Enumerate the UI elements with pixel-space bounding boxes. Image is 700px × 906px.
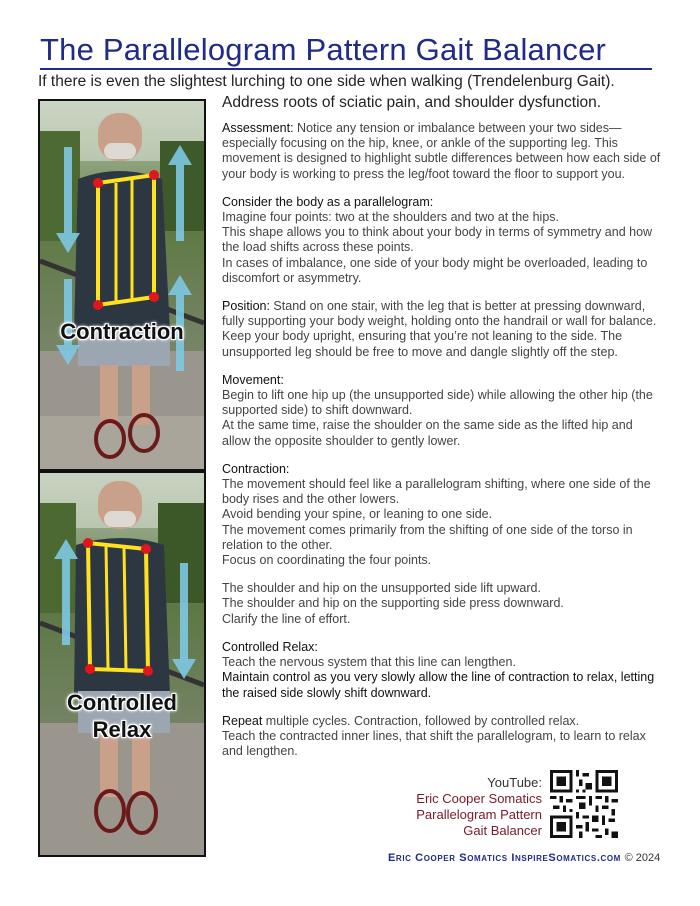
contraction-line: Focus on coordinating the four points. (222, 553, 432, 568)
controlled-relax-photo (38, 471, 206, 857)
footer (388, 852, 660, 864)
position-section (222, 299, 662, 360)
footer-brand: Eric Cooper Somatics InspireSomatics.com (388, 852, 621, 864)
subtitle-line-1: If there is even the slightest lurching to one side when walking (Trendelenburg Gait). (38, 73, 615, 90)
contraction-label: Contraction (60, 319, 184, 344)
assessment-section (222, 121, 662, 182)
parallelogram-line: In cases of imbalance, one side of your body might be overloaded, leading to discomfort or asymmetry. (222, 255, 648, 285)
controlled-relax-label (40, 689, 204, 743)
controlled-relax-section (222, 640, 662, 701)
youtube-video-title: Gait Balancer (463, 823, 542, 838)
effort-line: The shoulder and hip on the unsupported side lift upward. (222, 581, 541, 596)
youtube-reference (372, 775, 542, 839)
controlled-relax-emphasis: Maintain control as you very slowly allow the line of contraction to relax, letting the raised side slowly shift downward. (222, 670, 655, 700)
controlled-relax-line: Teach the nervous system that this line can lengthen. (222, 655, 516, 670)
assessment-heading: Assessment: (222, 121, 294, 135)
subtitle-line-2: Address roots of sciatic pain, and shoulder dysfunction. (222, 94, 602, 111)
controlled-relax-heading: Controlled Relax: (222, 639, 318, 654)
youtube-video-title: Parallelogram Pattern (416, 807, 542, 822)
contraction-photo (38, 99, 206, 471)
contraction-line: The movement comes primarily from the shifting of one side of the torso in relation to the other. (222, 522, 633, 552)
movement-heading: Movement: (222, 372, 284, 387)
contraction-heading: Contraction: (222, 461, 290, 476)
assessment-text: Notice any tension or imbalance between your two sides—especially focusing on the hip, knee, or ankle of the supporting leg. This movement is designed to highlight subtle differences between how each side of your body is working to press the leg/foot toward the floor to support you. (222, 121, 661, 181)
position-heading: Position: (222, 299, 270, 314)
repeat-line: Teach the contracted inner lines, that shift the parallelogram, to learn to relax and lengthen. (222, 728, 646, 759)
youtube-label: YouTube: (487, 775, 542, 790)
instructions-column (222, 121, 662, 772)
qr-code-icon (550, 770, 618, 838)
page-title: The Parallelogram Pattern Gait Balancer (40, 32, 607, 67)
movement-line: At the same time, raise the shoulder on the same side as the lifted hip and allow the opposite shoulder to gently lower. (222, 418, 633, 448)
effort-line: The shoulder and hip on the supporting side press downward. (222, 596, 564, 611)
parallelogram-heading: Consider the body as a parallelogram: (222, 194, 434, 209)
repeat-section (222, 714, 662, 760)
title-underline (40, 68, 652, 70)
contraction-section (222, 462, 662, 568)
contraction-line: The movement should feel like a parallelogram shifting, where one side of the body rises and the other lowers. (222, 477, 651, 507)
controlled-relax-label-line-1: Controlled (67, 690, 177, 715)
movement-section (222, 373, 662, 449)
footer-copyright: © 2024 (624, 852, 661, 864)
youtube-channel: Eric Cooper Somatics (416, 791, 542, 806)
controlled-relax-illustration (40, 473, 204, 855)
position-text: Stand on one stair, with the leg that is better at pressing downward, fully supporting your body weight, holding onto the handrail or wall for balance. Keep your body upright, ensuring that you’re not leaning to the side. The unsupported leg should be free to move and dangle slightly off the step. (222, 299, 657, 359)
qr-code[interactable] (550, 770, 618, 838)
parallelogram-line: Imagine four points: two at the shoulders and two at the hips. (222, 210, 560, 225)
parallelogram-line: This shape allows you to think about your body in terms of symmetry and how the load shifts across these points. (222, 225, 653, 255)
line-of-effort-section (222, 581, 662, 627)
repeat-heading: Repeat (222, 713, 263, 728)
movement-line: Begin to lift one hip up (the unsupported side) while allowing the other hip (the supported side) to shift downward. (222, 388, 653, 418)
repeat-text: multiple cycles. Contraction, followed by controlled relax. (262, 713, 580, 728)
contraction-illustration (40, 101, 204, 469)
parallelogram-section (222, 195, 662, 286)
effort-line: Clarify the line of effort. (222, 611, 351, 626)
contraction-line: Avoid bending your spine, or leaning to one side. (222, 507, 493, 522)
controlled-relax-label-line-2: Relax (92, 717, 152, 742)
